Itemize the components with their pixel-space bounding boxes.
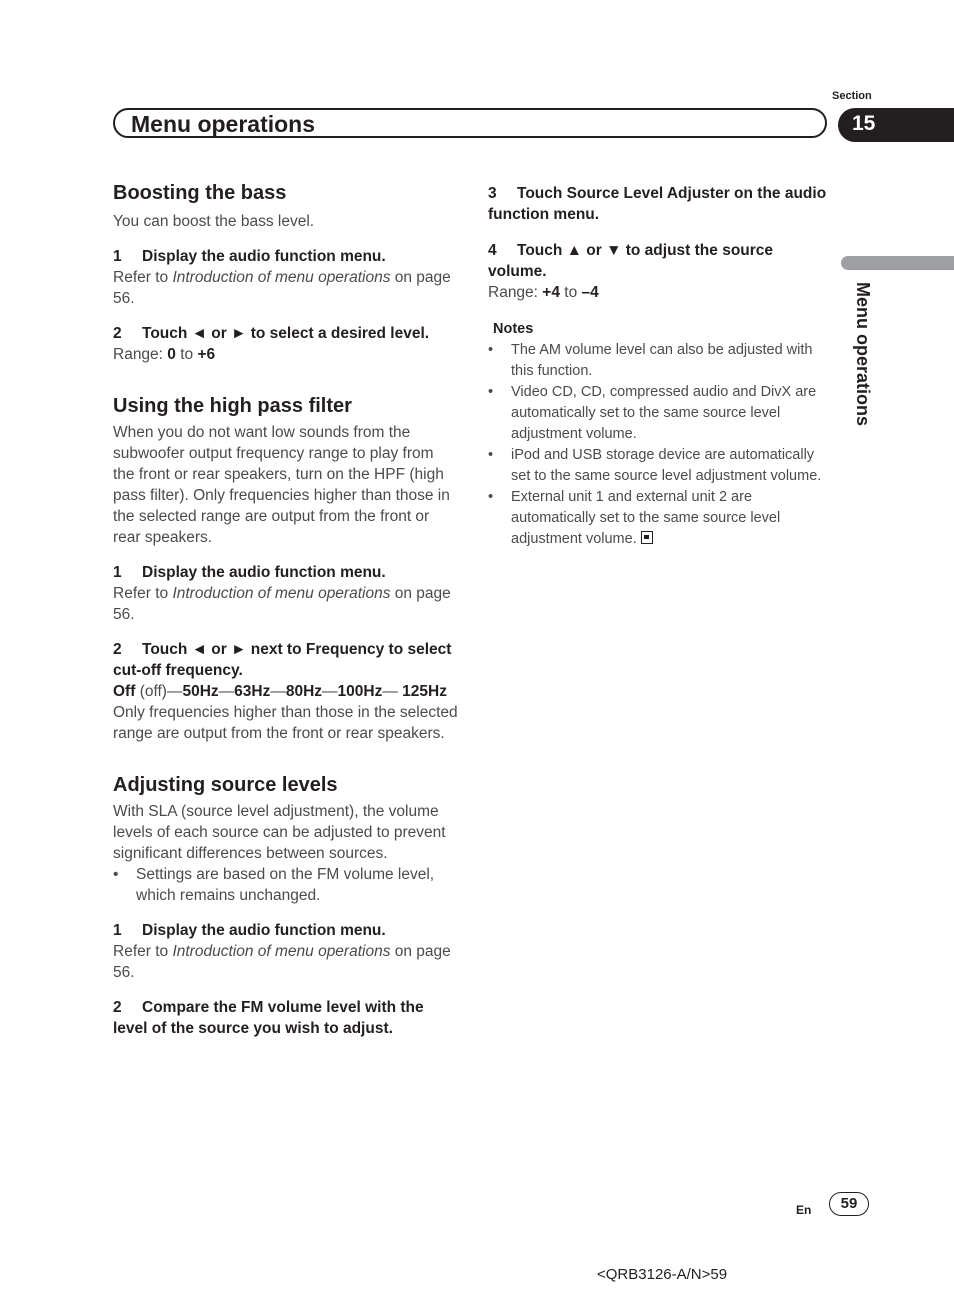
section-label: Section [832, 90, 872, 102]
bass-step-1-ref [113, 267, 458, 309]
step-text: Touch Source Level Adjuster on the audio function menu. [488, 185, 827, 223]
page-title-bar [113, 108, 827, 138]
bass-step-1 [113, 246, 458, 267]
freq-sep: — [322, 683, 338, 700]
range-min: –4 [581, 284, 599, 301]
step-number: 1 [113, 248, 122, 265]
page-number: 59 [829, 1192, 869, 1216]
bass-heading: Boosting the bass [113, 182, 287, 204]
ref-text: on page 56. [113, 585, 451, 623]
range-min: 0 [167, 346, 176, 363]
bass-range [113, 344, 458, 365]
list-item [488, 445, 833, 487]
bullet-icon: • [113, 866, 119, 883]
section-number: 15 [852, 112, 876, 135]
sla-step-1-ref [113, 941, 458, 983]
hpf-step-2 [113, 639, 458, 681]
range-label: Range: [113, 346, 168, 363]
page-title: Menu operations [131, 111, 316, 137]
ref-text: Refer to [113, 585, 173, 602]
list-item [113, 864, 458, 906]
step-text: Touch ◄ or ► next to Frequency to select cut-off frequency. [113, 641, 452, 679]
bullet-icon: • [488, 342, 494, 358]
step-text: Display the audio function menu. [142, 564, 386, 581]
sla-step-1 [113, 920, 458, 941]
note-text: The AM volume level can also be adjusted with this function. [511, 342, 813, 379]
bullet-icon: • [488, 489, 494, 505]
note-text: iPod and USB storage device are automatically set to the same source level adjustment volume. [511, 447, 822, 484]
hpf-frequency-list [113, 681, 458, 702]
freq-sep: — [382, 683, 398, 700]
hpf-heading: Using the high pass filter [113, 395, 352, 417]
sla-step-2 [113, 997, 458, 1039]
list-item [488, 382, 833, 445]
step-text: Touch ◄ or ► to select a desired level. [142, 325, 430, 342]
left-column [113, 180, 458, 1039]
side-tab-label: Menu operations [853, 282, 873, 427]
freq-option: 63Hz [234, 683, 271, 700]
step-text: Display the audio function menu. [142, 922, 386, 939]
freq-option: Off [113, 683, 136, 700]
range-to: to [559, 284, 582, 301]
step-number: 1 [113, 922, 122, 939]
ref-link-text: Introduction of menu operations [172, 943, 391, 960]
step-text: Compare the FM volume level with the level of the source you wish to adjust. [113, 999, 424, 1037]
freq-option: 50Hz [182, 683, 219, 700]
step-number: 2 [113, 641, 122, 658]
freq-option: 125Hz [402, 683, 447, 700]
notes-title: Notes [493, 321, 534, 337]
sla-range [488, 282, 833, 303]
step-text: Display the audio function menu. [142, 248, 386, 265]
range-to: to [175, 346, 198, 363]
sla-step-4 [488, 240, 833, 282]
step-number: 1 [113, 564, 122, 581]
step-number: 2 [113, 325, 122, 342]
right-column [488, 180, 833, 550]
language-label: En [796, 1203, 812, 1217]
list-item [488, 340, 833, 382]
ref-link-text: Introduction of menu operations [172, 269, 391, 286]
hpf-step-1 [113, 562, 458, 583]
sla-step-3 [488, 183, 833, 225]
bullet-text: Settings are based on the FM volume level, which remains unchanged. [136, 866, 435, 904]
range-max: +4 [542, 284, 560, 301]
step-text: Touch ▲ or ▼ to adjust the source volume. [488, 242, 774, 280]
note-text: Video CD, CD, compressed audio and DivX are automatically set to the same source level adjustment volume. [511, 384, 817, 442]
document-code: <QRB3126-A/N>59 [597, 1266, 728, 1283]
section-number-badge [838, 108, 954, 142]
bass-intro: You can boost the bass level. [113, 213, 315, 230]
hpf-intro: When you do not want low sounds from the subwoofer output frequency range to play from the front or rear speakers, turn on the HPF (high pass filter). Only frequencies higher than those in the selected range are output from the front or rear speakers. [113, 424, 450, 546]
list-item [488, 487, 833, 550]
range-label: Range: [488, 284, 543, 301]
hpf-step-1-ref [113, 583, 458, 625]
side-tab [845, 282, 875, 462]
freq-sep: — [218, 683, 235, 700]
notes-list [488, 340, 833, 550]
step-number: 2 [113, 999, 122, 1016]
step-number: 3 [488, 185, 497, 202]
ref-text: Refer to [113, 269, 173, 286]
ref-text: Refer to [113, 943, 173, 960]
sla-bullets [113, 864, 458, 906]
bullet-icon: • [488, 447, 494, 463]
note-text: External unit 1 and external unit 2 are automatically set to the same source level adjustment volume. [511, 489, 781, 547]
freq-option: 100Hz [337, 683, 383, 700]
freq-sep: — [270, 683, 286, 700]
step-number: 4 [488, 242, 497, 259]
bass-step-2 [113, 323, 458, 344]
sla-intro: With SLA (source level adjustment), the volume levels of each source can be adjusted to prevent significant differences between sources. [113, 803, 446, 862]
freq-note: (off)— [135, 683, 183, 700]
ref-text: on page 56. [113, 943, 451, 981]
freq-option: 80Hz [285, 683, 323, 700]
side-tab-marker [841, 256, 954, 270]
bullet-icon: • [488, 384, 494, 400]
end-of-section-icon [641, 531, 653, 544]
hpf-after: Only frequencies higher than those in the selected range are output from the front or rear speakers. [113, 704, 458, 742]
range-max: +6 [197, 346, 216, 363]
ref-text: on page 56. [113, 269, 451, 307]
ref-link-text: Introduction of menu operations [172, 585, 391, 602]
sla-heading: Adjusting source levels [113, 774, 338, 796]
